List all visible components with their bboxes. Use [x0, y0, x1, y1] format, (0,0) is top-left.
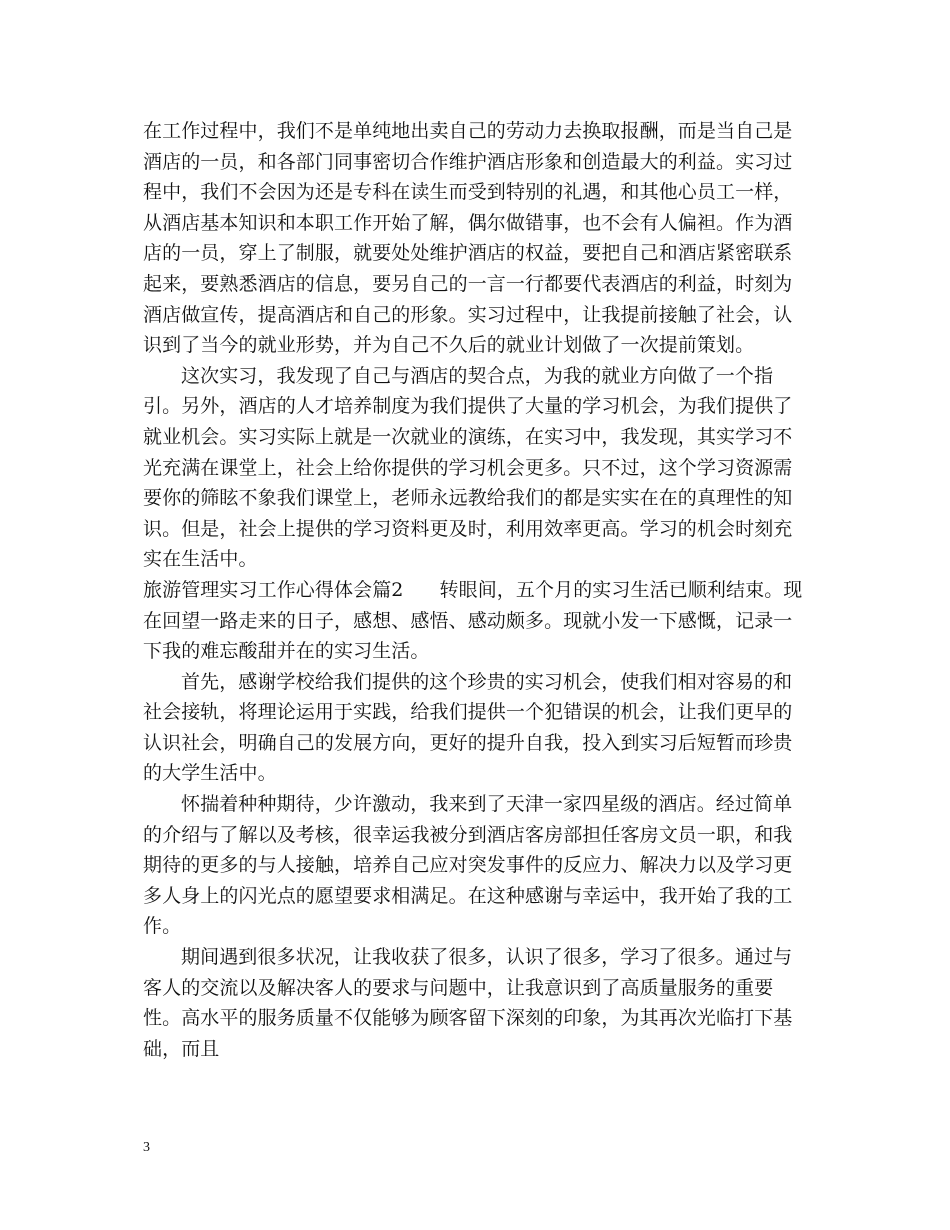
paragraph-3-text: 转眼间，五个月的实习生活已顺利结束。现在回望一路走来的日子，感想、感悟、感动颇多。现就小发一下感慨，记录一下我的难忘酸甜并在的实习生活。 [143, 578, 803, 663]
page-number: 3 [143, 1140, 150, 1155]
paragraph-1: 在工作过程中，我们不是单纯地出卖自己的劳动力去换取报酬，而是当自己是酒店的一员，和各部门同事密切合作维护酒店形象和创造最大的利益。实习过程中，我们不会因为还是专科在读生而受到特别的礼遇，和其他心员工一样，从酒店基本知识和本职工作开始了解，偶尔做错事，也不会有人偏袒。作为酒店的一员，穿上了制服，就要处处维护酒店的权益，要把自己和酒店紧密联系起来，要熟悉酒店的信息，要另自己的一言一行都要代表酒店的利益，时刻为酒店做宣传，提高酒店和自己的形象。实习过程中，让我提前接触了社会，认识到了当今的就业形势，并为自己不久后的就业计划做了一次提前策划。 [143, 120, 793, 357]
paragraph-5: 怀揣着种种期待，少许激动，我来到了天津一家四星级的酒店。经过简单的介绍与了解以及考核，很幸运我被分到酒店客房部担任客房文员一职，和我期待的更多的与人接触，培养自己应对突发事件的反应力、解决力以及学习更多人身上的闪光点的愿望要求相满足。在这种感谢与幸运中，我开始了我的工作。 [143, 793, 793, 938]
section-heading: 旅游管理实习工作心得体会篇2 [143, 578, 404, 601]
document-body [143, 116, 811, 1064]
paragraph-3 [143, 575, 811, 667]
paragraph-4: 首先，感谢学校给我们提供的这个珍贵的实习机会，使我们相对容易的和社会接轨，将理论运用于实践，给我们提供一个犯错误的机会，让我们更早的认识社会，明确自己的发展方向，更好的提升自我，投入到实习后短暂而珍贵的大学生活中。 [143, 670, 793, 785]
paragraph-2: 这次实习，我发现了自己与酒店的契合点，为我的就业方向做了一个指引。另外，酒店的人才培养制度为我们提供了大量的学习机会，为我们提供了就业机会。实习实际上就是一次就业的演练，在实习中，我发现，其实学习不光充满在课堂上，社会上给你提供的学习机会更多。只不过，这个学习资源需要你的筛眩不象我们课堂上，老师永远教给我们的都是实实在在的真理性的知识。但是，社会上提供的学习资料更及时，利用效率更高。学习的机会时刻充实在生活中。 [143, 364, 793, 571]
paragraph-6: 期间遇到很多状况，让我收获了很多，认识了很多，学习了很多。通过与客人的交流以及解决客人的要求与问题中，让我意识到了高质量服务的重要性。高水平的服务质量不仅能够为顾客留下深刻的印象，为其再次光临打下基础，而且 [143, 946, 793, 1060]
